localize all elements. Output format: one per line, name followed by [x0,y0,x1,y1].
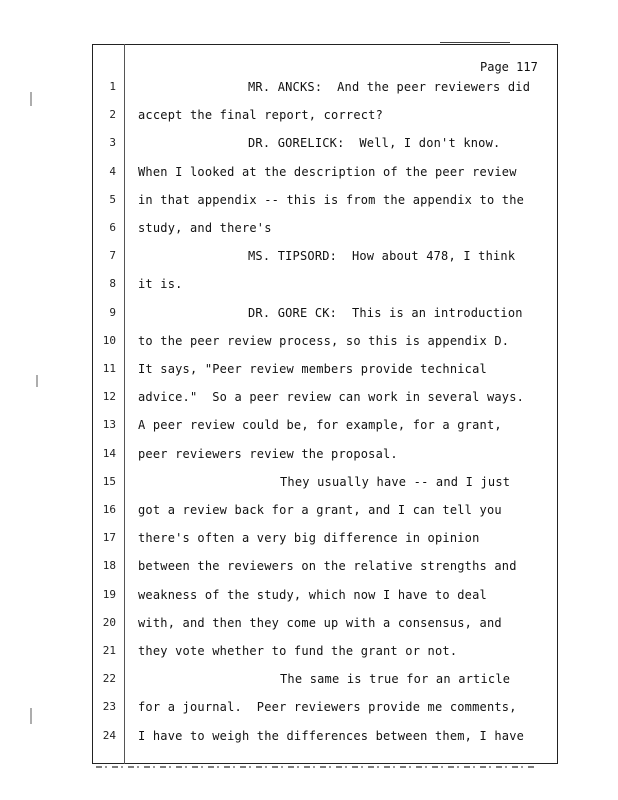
transcript-line [0,531,618,551]
line-text: MS. TIPSORD: How about 478, I think [248,249,516,264]
line-text: between the reviewers on the relative strengths and [138,559,517,574]
transcript-line [0,334,618,354]
line-text: When I looked at the description of the peer review [138,164,517,179]
transcript-line [0,108,618,128]
transcript-line [0,503,618,523]
line-text: to the peer review process, so this is appendix D. [138,333,510,348]
transcript-line [0,644,618,664]
line-text: It says, "Peer review members provide technical [138,362,487,376]
bottom-scan-noise [96,766,536,768]
line-number: 19 [102,587,116,601]
line-number: 17 [102,531,116,545]
line-text: They usually have -- and I just [280,474,511,489]
line-text: it is. [138,277,183,292]
transcript-line [0,249,618,269]
line-text: accept the final report, correct? [138,108,384,123]
line-number: 23 [102,700,116,714]
transcript-line [0,672,618,692]
line-number: 4 [109,164,116,178]
line-text: study, and there's [138,221,272,235]
line-text: in that appendix -- this is from the appendix to the [138,192,525,207]
transcript-line [0,306,618,326]
transcript-line [0,559,618,579]
transcript-line [0,80,618,100]
transcript-line [0,418,618,438]
line-number: 14 [102,446,116,460]
line-text: peer reviewers review the proposal. [138,446,398,461]
line-text: The same is true for an article [280,672,511,687]
top-edge-mark [440,42,510,43]
transcript-line [0,588,618,608]
line-number: 2 [109,108,116,122]
line-number: 7 [109,249,116,263]
line-text: there's often a very big difference in opinion [138,531,480,546]
line-number: 1 [109,80,116,93]
transcript-line [0,362,618,382]
line-number: 20 [102,615,116,629]
line-number: 21 [102,644,116,657]
transcript-line [0,136,618,156]
line-text: with, and then they come up with a consensus, and [138,615,502,630]
transcript-line [0,700,618,720]
line-text: MR. ANCKS: And the peer reviewers did [248,80,531,94]
transcript-line [0,447,618,467]
transcript-line [0,165,618,185]
line-text: for a journal. Peer reviewers provide me comments, [138,700,517,715]
line-number: 13 [102,418,116,432]
transcript-line [0,221,618,241]
line-number: 9 [109,305,116,319]
line-number: 22 [102,672,116,686]
line-number: 24 [102,728,116,742]
line-number: 8 [109,277,116,291]
line-number: 12 [102,390,116,404]
transcript-line [0,390,618,410]
line-number: 5 [109,192,116,206]
line-number: 3 [109,136,116,150]
line-number: 18 [102,559,116,573]
line-number: 16 [102,503,116,516]
line-number: 11 [102,362,116,375]
line-text: I have to weigh the differences between them, I have [138,728,525,743]
page-number: Page 117 [480,60,538,74]
line-number: 15 [102,474,116,488]
line-number: 6 [109,221,116,234]
transcript-line [0,616,618,636]
line-text: DR. GORE CK: This is an introduction [248,305,523,320]
line-text: advice." So a peer review can work in several ways. [138,390,525,405]
line-text: weakness of the study, which now I have to deal [138,587,487,602]
transcript-line [0,729,618,749]
line-text: got a review back for a grant, and I can tell you [138,503,502,517]
line-number: 10 [102,333,116,347]
transcript-line [0,277,618,297]
transcript-line [0,475,618,495]
transcript-line [0,193,618,213]
line-text: A peer review could be, for example, for a grant, [138,418,502,433]
line-text: DR. GORELICK: Well, I don't know. [248,136,501,151]
line-text: they vote whether to fund the grant or not. [138,644,458,658]
